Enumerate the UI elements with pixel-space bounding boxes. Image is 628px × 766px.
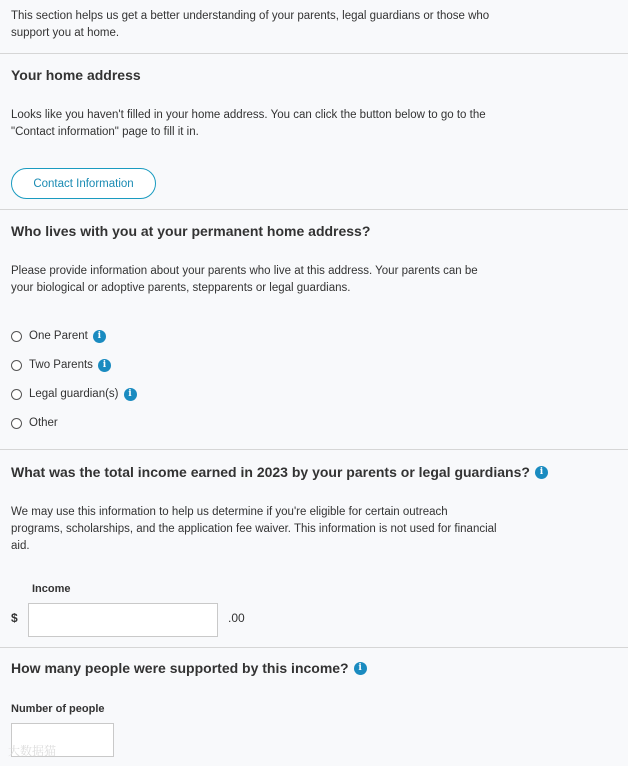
divider xyxy=(0,209,628,210)
who-lives-text: Please provide information about your parents who live at this address. Your parents can be your biological or adoptive parents, stepparents or legal guardians. xyxy=(11,265,478,294)
income-text: We may use this information to help us determine if you're eligible for certain outreach programs, scholarships, and the application fee waiver. This information is not used for financial aid. xyxy=(11,506,497,552)
currency-symbol: $ xyxy=(11,611,18,625)
divider xyxy=(0,647,628,648)
cents-suffix: .00 xyxy=(228,611,245,625)
info-icon[interactable]: i xyxy=(124,388,137,401)
supported-heading-row xyxy=(11,660,367,676)
info-icon[interactable]: i xyxy=(98,359,111,372)
income-label: Income xyxy=(32,583,71,595)
divider xyxy=(0,449,628,450)
radio-option-one-parent[interactable]: One Parent i xyxy=(11,327,106,345)
watermark: 大数据猫 xyxy=(8,744,57,758)
info-icon[interactable]: i xyxy=(93,330,106,343)
home-address-text: Looks like you haven't filled in your home address. You can click the button below to go to the "Contact information" page to fill it in. xyxy=(11,109,486,138)
supported-heading: How many people were supported by this income? xyxy=(11,660,349,676)
info-icon[interactable]: i xyxy=(535,466,548,479)
radio-option-other[interactable]: Other xyxy=(11,414,58,432)
home-address-heading: Your home address xyxy=(11,67,141,83)
radio-option-two-parents[interactable]: Two Parents i xyxy=(11,356,111,374)
info-icon[interactable]: i xyxy=(354,662,367,675)
radio-option-legal-guardians[interactable]: Legal guardian(s) i xyxy=(11,385,137,403)
radio-button[interactable] xyxy=(11,418,22,429)
income-input[interactable] xyxy=(28,603,218,637)
number-of-people-label: Number of people xyxy=(11,703,105,715)
radio-button[interactable] xyxy=(11,360,22,371)
income-heading: What was the total income earned in 2023 by your parents or legal guardians? xyxy=(11,464,530,480)
who-lives-heading: Who lives with you at your permanent home address? xyxy=(11,223,371,239)
radio-button[interactable] xyxy=(11,389,22,400)
radio-button[interactable] xyxy=(11,331,22,342)
contact-information-button[interactable]: Contact Information xyxy=(11,168,156,199)
intro-text: This section helps us get a better understanding of your parents, legal guardians or those who support you at home. xyxy=(11,10,490,39)
income-heading-row xyxy=(11,464,548,480)
divider xyxy=(0,53,628,54)
